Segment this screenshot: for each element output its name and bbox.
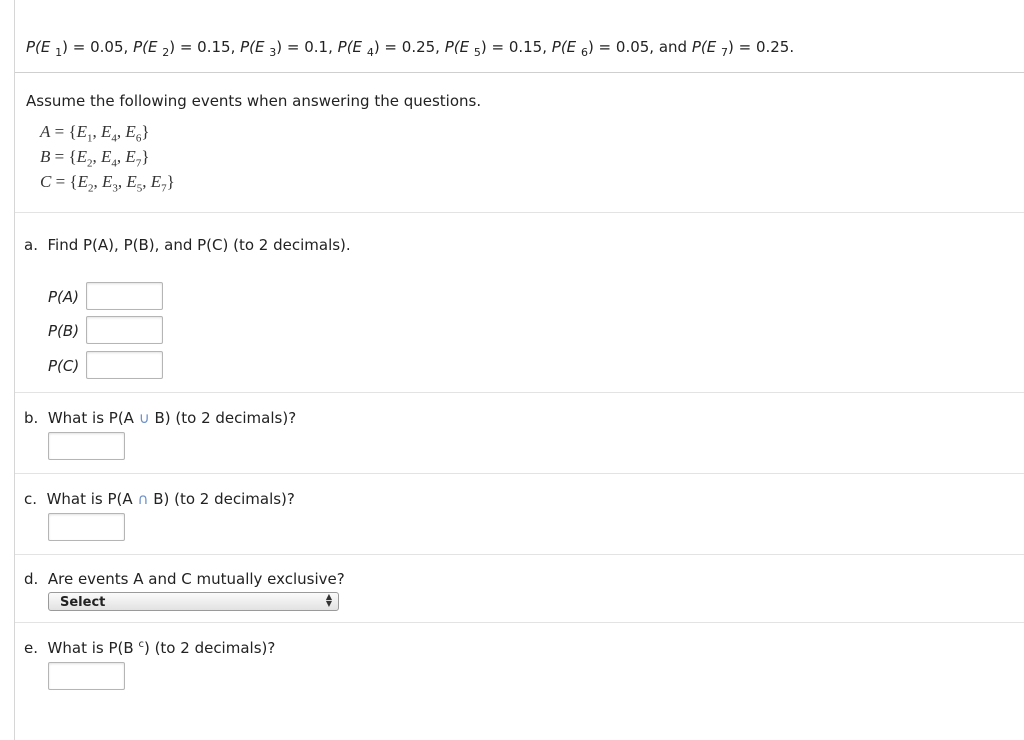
label-pc: P(C) [48,357,80,375]
question-a: a. Find P(A), P(B), and P(C) (to 2 decimals). [24,236,351,254]
answer-pb-input[interactable] [86,316,163,344]
event-a-definition: $A = \{E_1$, $E_4$, $E_6$} [40,122,150,145]
question-c: c. What is P(A ∩ B) (to 2 decimals)? [24,490,295,508]
header-divider [15,72,1024,73]
label-pb: P(B) [48,322,80,340]
event-b-definition: $B = \{E_2$, $E_4$, $E_7$} [40,147,150,170]
event-c-definition: $C = \{E_2$, $E_3$, $E_5$, $E_7$} [40,172,175,195]
intro-text: Assume the following events when answering the questions. [26,92,482,110]
section-divider [15,392,1024,393]
answer-union-input[interactable] [48,432,125,460]
answer-pc-input[interactable] [86,351,163,379]
section-divider [15,473,1024,474]
given-probabilities: P(E $_1$) = 0.05, P(E $_2$) = 0.15, P(E $_3$) = 0.1, P(E $_4$) = 0.25, P(E $_5$) = 0.15, P(E $_6$) = 0.05, and P(E $_7$) = 0.25. [26,38,795,59]
select-arrows-icon: ▲ ▼ [325,592,332,608]
answer-complement-input[interactable] [48,662,125,690]
question-b: b. What is P(A ∪ B) (to 2 decimals)? [24,409,297,427]
left-border [14,0,15,740]
mutually-exclusive-select[interactable]: Select ▲ ▼ [48,592,339,611]
answer-intersection-input[interactable] [48,513,125,541]
question-e: e. What is P(B $^c$) (to 2 decimals)? [24,639,276,657]
question-d: d. Are events A and C mutually exclusive? [24,570,345,588]
section-divider [15,554,1024,555]
answer-pa-input[interactable] [86,282,163,310]
label-pa: P(A) [48,288,80,306]
section-divider [15,622,1024,623]
section-divider [15,212,1024,213]
